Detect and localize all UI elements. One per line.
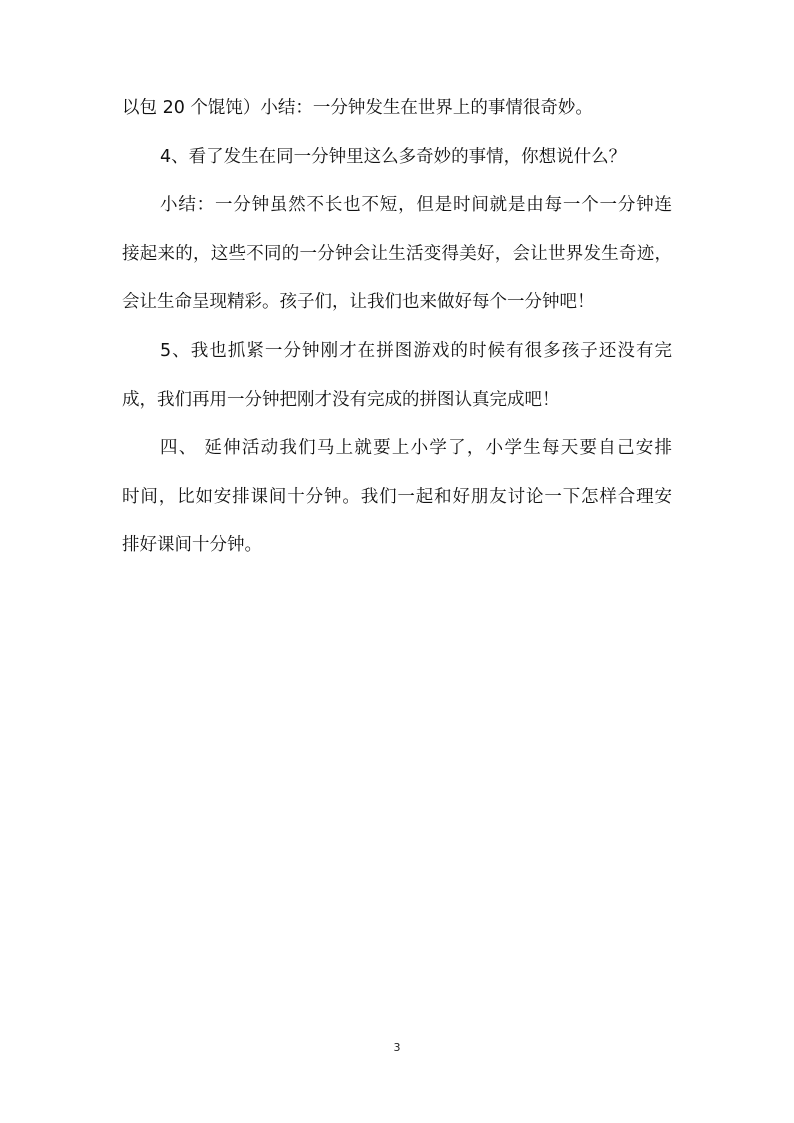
paragraph-summary (122, 181, 672, 327)
paragraph-section-4 (122, 424, 672, 570)
text-line: 时间，比如安排课间十分钟。我们一起和好朋友讨论一下怎样合理安 (122, 486, 672, 507)
text-line: 小结：一分钟虽然不长也不短，但是时间就是由每一个一分钟连 (160, 195, 672, 216)
paragraph-item-4 (122, 133, 672, 182)
text-line: 以包 20 个馄饨）小结：一分钟发生在世界上的事情很奇妙。 (122, 98, 593, 118)
paragraph-summary-continuation (122, 84, 672, 133)
text-line: 4、看了发生在同一分钟里这么多奇妙的事情，你想说什么？ (160, 146, 627, 167)
text-line: 四、 延伸活动我们马上就要上小学了，小学生每天要自己安排 (160, 438, 672, 459)
text-line: 成，我们再用一分钟把刚才没有完成的拼图认真完成吧！ (122, 389, 560, 410)
paragraph-item-5 (122, 327, 672, 424)
body-text (122, 84, 672, 570)
text-line: 5、我也抓紧一分钟刚才在拼图游戏的时候有很多孩子还没有完 (160, 340, 672, 361)
text-line: 会让生命呈现精彩。孩子们，让我们也来做好每个一分钟吧！ (122, 292, 595, 313)
text-line: 接起来的，这些不同的一分钟会让生活变得美好，会让世界发生奇迹， (122, 243, 672, 264)
text-line: 排好课间十分钟。 (122, 535, 262, 556)
page-number: 3 (393, 1041, 401, 1054)
